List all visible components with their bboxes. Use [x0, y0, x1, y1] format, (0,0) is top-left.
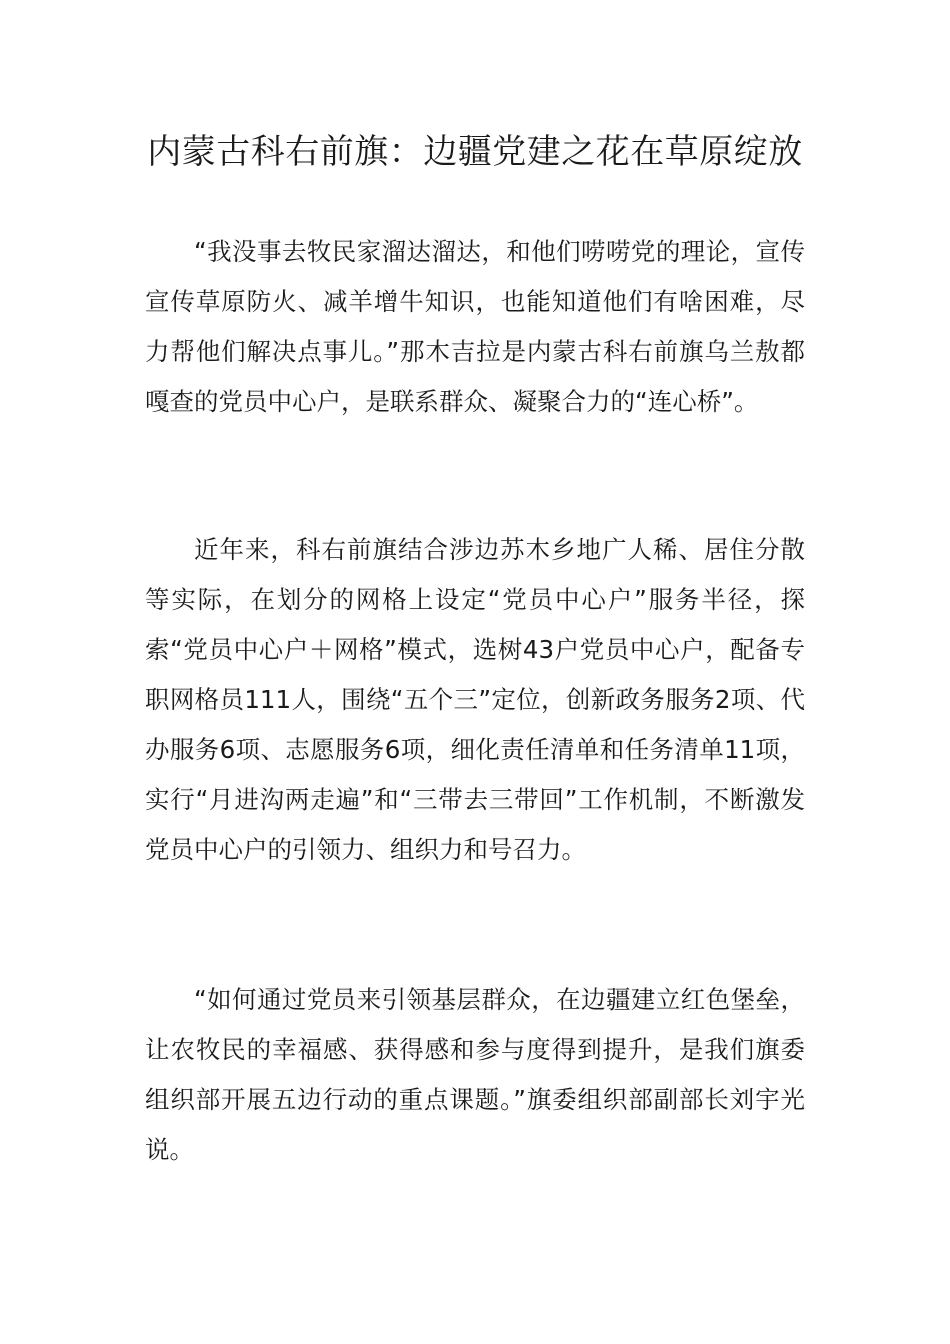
paragraph-1: “我没事去牧民家溜达溜达，和他们唠唠党的理论，宣传宣传草原防火、减羊增牛知识，也能知道他们有啥困难，尽力帮他们解决点事儿。”那木吉拉是内蒙古科右前旗乌兰敖都嘎查的党员中心户，是联系群众、凝聚合力的“连心桥”。: [145, 237, 805, 416]
paragraph-2: 近年来，科右前旗结合涉边苏木乡地广人稀、居住分散等实际，在划分的网格上设定“党员中心户”服务半径，探索“党员中心户＋网格”模式，选树43户党员中心户，配备专职网格员111人，围绕“五个三”定位，创新政务服务2项、代办服务6项、志愿服务6项，细化责任清单和任务清单11项，实行“月进沟两走遍”和“三带去三带回”工作机制，不断激发党员中心户的引领力、组织力和号召力。: [145, 535, 805, 864]
article-title: 内蒙古科右前旗：边疆党建之花在草原绽放: [147, 132, 803, 172]
paragraph-3: “如何通过党员来引领基层群众，在边疆建立红色堡垒，让农牧民的幸福感、获得感和参与度得到提升，是我们旗委组织部开展五边行动的重点课题。”旗委组织部副部长刘宇光说。: [145, 985, 805, 1164]
